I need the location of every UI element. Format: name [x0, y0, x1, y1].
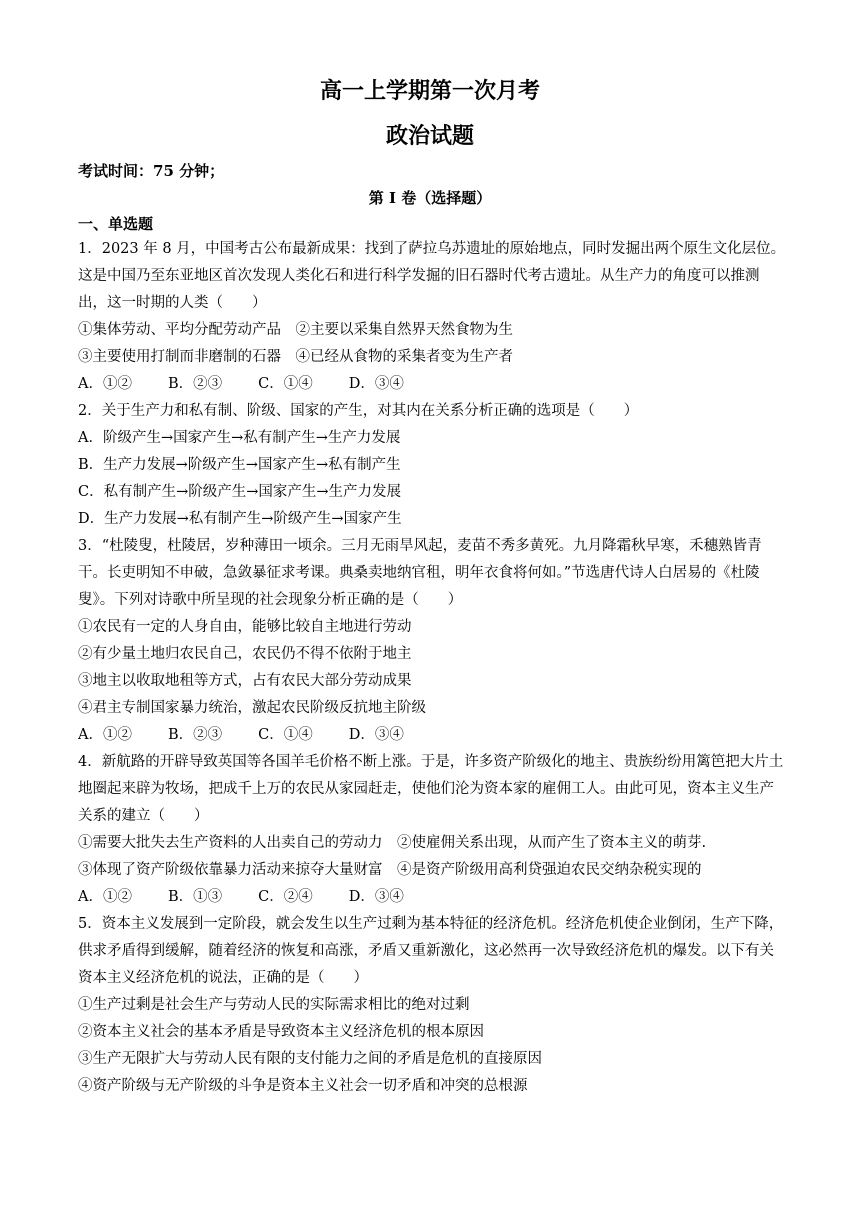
question-item: ③地主以收取地租等方式，占有农民大部分劳动成果: [78, 673, 412, 689]
question-list: [78, 236, 786, 1100]
option-a: A．①②: [78, 889, 132, 905]
question-item: D．生产力发展→私有制产生→阶级产生→国家产生: [78, 511, 402, 527]
option-b: B．②③: [167, 376, 223, 392]
question-stem: 1．2023 年 8 月，中国考古公布最新成果：找到了萨拉乌苏遗址的原始地点，同时发掘出两个原生文化层位。这是中国乃至东亚地区首次发现人类化石和进行科学发掘的旧石器时代考古遗址。从生产力的角度可以推测出，这一时期的人类（ ）: [78, 241, 786, 311]
question-item: ①生产过剩是社会生产与劳动人民的实际需求相比的绝对过剩: [78, 997, 470, 1013]
option-d: D．③④: [348, 889, 404, 905]
option-d: D．③④: [348, 376, 404, 392]
question-item: ④资产阶级与无产阶级的斗争是资本主义社会一切矛盾和冲突的总根源: [78, 1078, 528, 1094]
question-stem: 5．资本主义发展到一定阶段，就会发生以生产过剩为基本特征的经济危机。经济危机使企业倒闭，生产下降，供求矛盾得到缓解，随着经济的恢复和高涨，矛盾又重新激化，这必然再一次导致经济危机的爆发。以下有关资本主义经济危机的说法，正确的是（ ）: [78, 916, 784, 986]
option-d: D．③④: [348, 727, 404, 743]
answer-options: [78, 884, 786, 911]
question-item: ③生产无限扩大与劳动人民有限的支付能力之间的矛盾是危机的直接原因: [78, 1051, 542, 1067]
question-item: ③主要使用打制而非磨制的石器 ④已经从食物的采集者变为生产者: [78, 349, 513, 365]
question-item: ①需要大批失去生产资料的人出卖自己的劳动力 ②使雇佣关系出现，从而产生了资本主义的萌芽.: [78, 835, 707, 851]
question-item: ②资本主义社会的基本矛盾是导致资本主义经济危机的根本原因: [78, 1024, 484, 1040]
question-item: ①集体劳动、平均分配劳动产品 ②主要以采集自然界天然食物为生: [78, 322, 513, 338]
question-stem: 2．关于生产力和私有制、阶级、国家的产生，对其内在关系分析正确的选项是（ ）: [78, 403, 639, 419]
question-item: C．私有制产生→阶级产生→国家产生→生产力发展: [78, 484, 402, 500]
question-stem: 3．“杜陵叟，杜陵居，岁种薄田一顷余。三月无雨旱风起，麦苗不秀多黄死。九月降霜秋早寒，禾穗熟皆青干。长吏明知不申破，急敛暴征求考课。典桑卖地纳官租，明年衣食将何如。”节选唐代诗人白居易的《杜陵叟》。下列对诗歌中所呈现的社会现象分析正确的是（ ）: [78, 538, 762, 608]
question-stem: 4．新航路的开辟导致英国等各国羊毛价格不断上涨。于是，许多资产阶级化的地主、贵族纷纷用篱笆把大片土地圈起来辟为牧场，把成千上万的农民从家园赶走，使他们沦为资本家的雇佣工人。由此可见，资本主义生产关系的建立（ ）: [78, 754, 784, 824]
answer-options: [78, 722, 786, 749]
option-c: C．①④: [258, 727, 313, 743]
option-c: C．②④: [258, 889, 313, 905]
question-item: ①农民有一定的人身自由，能够比较自主地进行劳动: [78, 619, 412, 635]
option-a: A．①②: [78, 727, 132, 743]
question-item: ④君主专制国家暴力统治，激起农民阶级反抗地主阶级: [78, 700, 426, 716]
question-item: B．生产力发展→阶级产生→国家产生→私有制产生: [78, 457, 401, 473]
option-c: C．①④: [258, 376, 313, 392]
question-item: ②有少量土地归农民自己，农民仍不得不依附于地主: [78, 646, 412, 662]
section-heading: 一、单选题: [78, 215, 154, 233]
option-a: A．①②: [78, 376, 132, 392]
exam-time: 考试时间：75 分钟；: [78, 162, 225, 180]
option-b: B．①③: [167, 889, 223, 905]
question-item: ③体现了资产阶级依靠暴力活动来掠夺大量财富 ④是资产阶级用高利贷强迫农民交纳杂税实现的: [78, 862, 702, 878]
exam-title: 高一上学期第一次月考: [319, 78, 540, 104]
exam-subtitle: 政治试题: [385, 123, 474, 149]
question-item: A．阶级产生→国家产生→私有制产生→生产力发展: [78, 430, 401, 446]
answer-options: [78, 371, 786, 398]
volume-heading: 第 I 卷（选择题）: [368, 189, 492, 207]
option-b: B．②③: [167, 727, 223, 743]
